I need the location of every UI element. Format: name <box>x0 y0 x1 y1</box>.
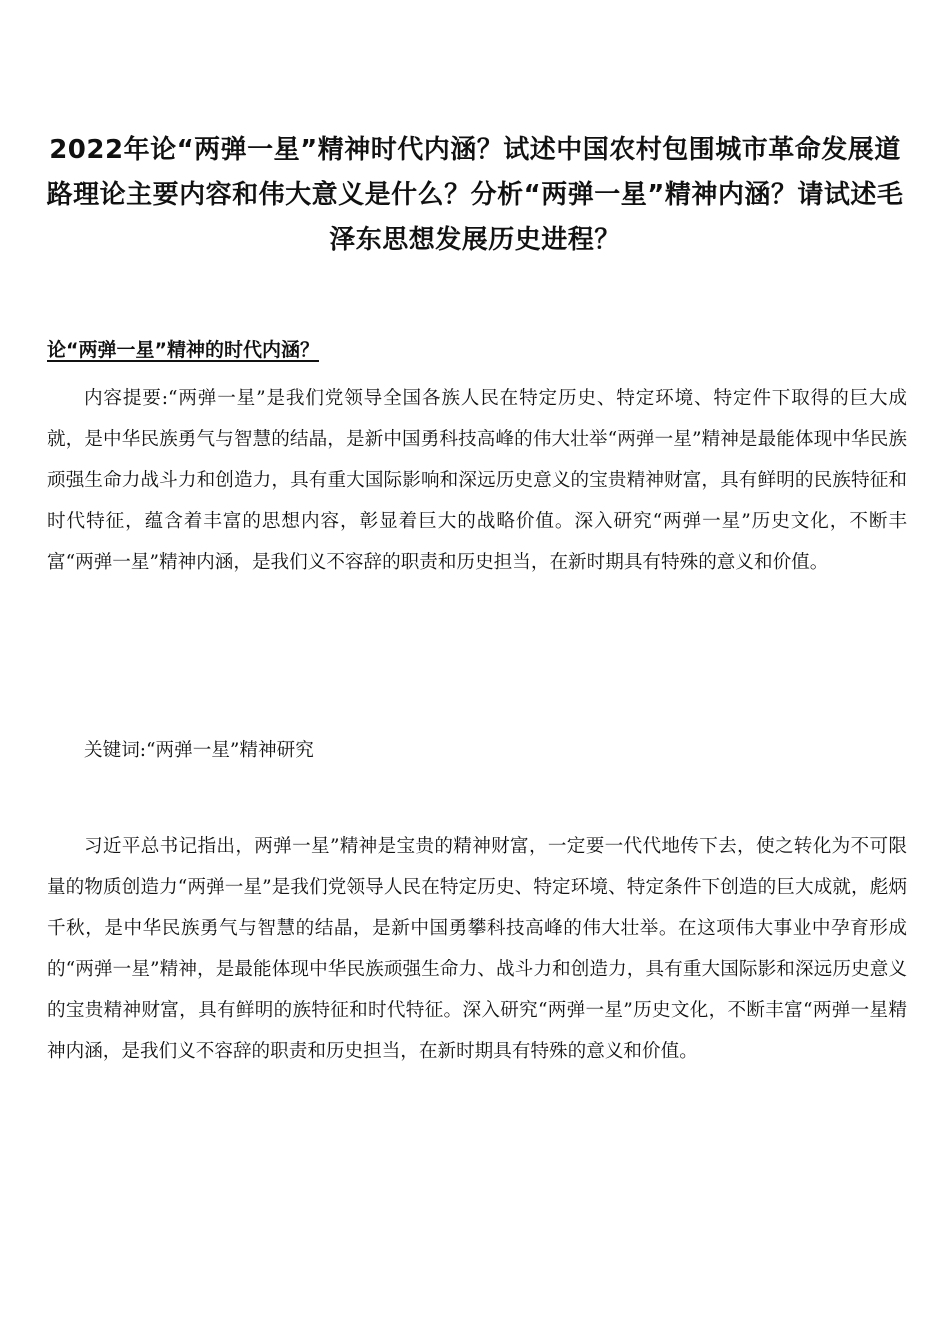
document-title: 2022年论“两弹一星”精神时代内涵？试述中国农村包围城市革命发展道路理论主要内容和伟大意义是什么？分析“两弹一星”精神内涵？请试述毛泽东思想发展历史进程？ <box>46 135 904 255</box>
keywords-line: 关键词:“两弹一星”精神研究 <box>84 740 314 761</box>
abstract-paragraph: 内容提要:“两弹一星”是我们党领导全国各族人民在特定历史、特定环境、特定件下取得的巨大成就，是中华民族勇气与智慧的结晶，是新中国勇科技高峰的伟大壮举“两弹一星”精神是最能体现中华民族顽强生命力战斗力和创造力，具有重大国际影响和深远历史意义的宝贵精神财富，具有鲜明的民族特征和时代特征，蕴含着丰富的思想内容，彰显着巨大的战略价值。深入研究“两弹一星”历史文化，不断丰富“两弹一星”精神内涵，是我们义不容辞的职责和历史担当，在新时期具有特殊的意义和价值。 <box>47 388 907 573</box>
body-paragraph: 习近平总书记指出，两弹一星”精神是宝贵的精神财富，一定要一代代地传下去，使之转化为不可限量的物质创造力“两弹一星”是我们党领导人民在特定历史、特定环境、特定条件下创造的巨大成就，彪炳千秋，是中华民族勇气与智慧的结晶，是新中国勇攀科技高峰的伟大壮举。在这项伟大事业中孕育形成的“两弹一星”精神，是最能体现中华民族顽强生命力、战斗力和创造力，具有重大国际影和深远历史意义的宝贵精神财富，具有鲜明的族特征和时代特征。深入研究“两弹一星”历史文化，不断丰富“两弹一星精神内涵，是我们义不容辞的职责和历史担当，在新时期具有特殊的意义和价值。 <box>47 836 907 1062</box>
section-heading: 论“两弹一星”精神的时代内涵？ <box>47 339 319 361</box>
